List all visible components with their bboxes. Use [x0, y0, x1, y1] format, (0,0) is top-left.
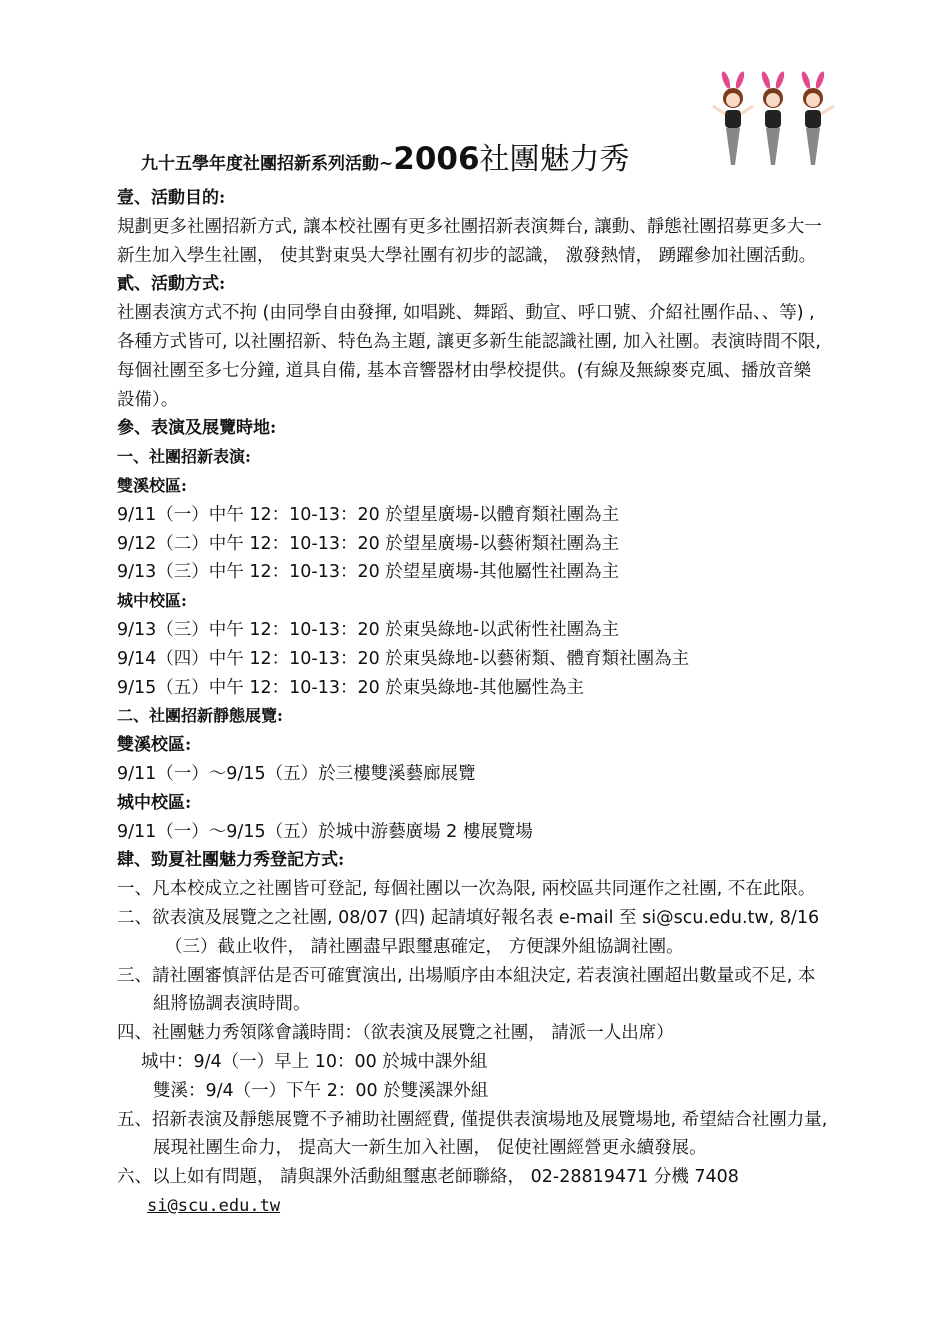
title-prefix: 九十五學年度社團招新系列活動~: [141, 154, 394, 174]
schedule-line: 9/11（一）～9/15（五）於城中游藝廣場 2 樓展覽場: [117, 821, 533, 842]
section-1-paragraph: 規劃更多社團招新方式, 讓本校社團有更多社團招新表演舞台, 讓動、靜態社團招募更多大一: [117, 216, 822, 237]
registration-item: 六、以上如有問題， 請與課外活動組璽惠老師聯絡， 02-28819471 分機 7408: [117, 1167, 739, 1188]
schedule-line: 9/12（二）中午 12：10-13：20 於望星廣場-以藝術類社團為主: [117, 533, 620, 554]
registration-item: 五、招新表演及靜態展覽不予補助社團經費, 僅提供表演場地及展覽場地, 希望結合社團力量,: [117, 1109, 828, 1130]
bunny-dancer-2: [760, 71, 786, 165]
campus-label: 城中校區:: [117, 591, 187, 611]
schedule-line: 9/13（三）中午 12：10-13：20 於望星廣場-其他屬性社團為主: [117, 562, 620, 583]
title-year: 2006: [393, 141, 480, 177]
section-3-heading: 參、表演及展覽時地:: [117, 418, 277, 439]
registration-item: 四、社團魅力秀領隊會議時間：（欲表演及展覽之社團， 請派一人出席）: [117, 1023, 674, 1044]
contact-email-line: [117, 1192, 907, 1221]
campus-label: 雙溪校區:: [117, 735, 192, 756]
section-2-paragraph: 社團表演方式不拘 (由同學自由發揮, 如唱跳、舞蹈、動宣、呼口號、介紹社團作品、、等) ,: [117, 303, 815, 324]
performance-subheading: 一、社團招新表演:: [117, 447, 251, 467]
schedule-line: 9/11（一）中午 12：10-13：20 於望星廣場-以體育類社團為主: [117, 504, 620, 525]
meeting-time: 城中：9/4（一）早上 10：00 於城中課外組: [141, 1051, 488, 1072]
section-1-paragraph: 新生加入學生社團， 使其對東吳大學社團有初步的認識， 激發熱情， 踴躍參加社團活動。: [117, 245, 817, 266]
meeting-time: 雙溪：9/4（一）下午 2：00 於雙溪課外組: [153, 1080, 489, 1101]
exhibition-subheading: 二、社團招新靜態展覽:: [117, 706, 283, 726]
section-2-paragraph: 設備）。: [117, 389, 179, 410]
campus-label: 城中校區:: [117, 792, 192, 813]
registration-item-continued: 展現社團生命力， 提高大一新生加入社團， 促使社團經營更永續發展。: [153, 1138, 707, 1159]
schedule-line: 9/13（三）中午 12：10-13：20 於東吳綠地-以武術性社團為主: [117, 619, 620, 640]
section-2-heading: 貳、活動方式:: [117, 274, 226, 295]
registration-item-continued: （三）截止收件， 請社團盡早跟璽惠確定， 方便課外組協調社團。: [165, 936, 684, 957]
schedule-line: 9/11（一）～9/15（五）於三樓雙溪藝廊展覽: [117, 763, 476, 784]
title-suffix: 社團魅力秀: [479, 142, 630, 177]
registration-item: 一、凡本校成立之社團皆可登記, 每個社團以一次為限, 兩校區共同運作之社團, 不在此限。: [117, 879, 816, 900]
schedule-line: 9/15（五）中午 12：10-13：20 於東吳綠地-其他屬性為主: [117, 677, 585, 698]
bunny-dancer-1: [713, 71, 753, 165]
bunny-dancer-3: [800, 71, 834, 165]
registration-item: 二、欲表演及展覽之之社團, 08/07 (四) 起請填好報名表 e-mail 至 si@scu.edu.tw, 8/16: [117, 907, 820, 928]
section-4-heading: 肆、勁夏社團魅力秀登記方式:: [117, 850, 345, 871]
bunny-dancers-clipart-icon: [708, 70, 838, 170]
document-body: [117, 184, 907, 1221]
contact-email-link[interactable]: si@scu.edu.tw: [147, 1195, 281, 1216]
section-1-heading: 壹、活動目的:: [117, 188, 226, 208]
schedule-line: 9/14（四）中午 12：10-13：20 於東吳綠地-以藝術類、體育類社團為主: [117, 648, 690, 669]
section-2-paragraph: 各種方式皆可, 以社團招新、特色為主題, 讓更多新生能認識社團, 加入社團。表演時間不限,: [117, 331, 821, 352]
document-title: [141, 134, 721, 178]
section-2-paragraph: 每個社團至多七分鐘, 道具自備, 基本音響器材由學校提供。(有線及無線麥克風、播放音樂: [117, 360, 812, 381]
registration-item: 三、請社團審慎評估是否可確實演出, 出場順序由本組決定, 若表演社團超出數量或不足, 本: [117, 965, 816, 986]
registration-item-continued: 組將協調表演時間。: [153, 994, 311, 1015]
campus-label: 雙溪校區:: [117, 475, 187, 495]
